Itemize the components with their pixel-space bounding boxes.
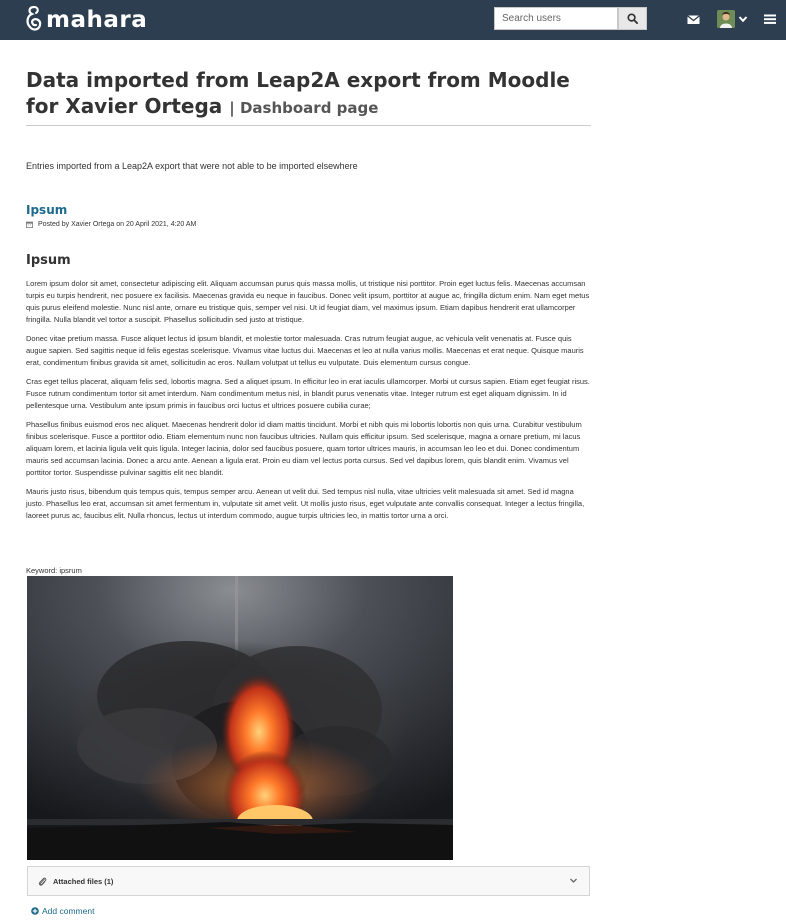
post-paragraph: Lorem ipsum dolor sit amet, consectetur adipiscing elit. Aliquam accumsan purus quis massa mollis, ut tristique nisi porttitor. Proin eget luctus felis. Maecenas accumsan turpis eu turpis hendrerit, nec posuere ex facilisis. Maecenas gravida eu neque in faucibus. Donec velit ipsum, porttitor at augue ac, fringilla dictum enim. Nam eget metus quis purus eleifend molestie. Nunc nisl ante, ornare eu tristique quis, semper vel nisi. Ut id feugiat diam, vel maximus ipsum. Etiam dapibus hendrerit erat ullamcorper fringilla. Nulla blandit vel tortor a suscipit. Phasellus sollicitudin sed justo at tristique. — [26, 279, 590, 324]
chevron-down-icon — [569, 876, 578, 885]
attached-files-toggle[interactable] — [27, 866, 590, 896]
post-paragraph: Cras eget tellus placerat, aliquam felis sed, lobortis magna. Sed a aliquet ipsum. In efficitur leo in erat iaculis ullamcorper. Morbi ut cursus sapien. Etiam eget feugiat risus. Fusce rutrum condimentum tortor sit amet interdum. Nam condimentum metus nisl, in blandit purus venenatis vitae. Integer rutrum est eget aliquam dignissim. In id pellentesque urna. Vestibulum ante ipsum primis in faucibus orci luctus et ultrices posuere cubilia curae; — [26, 377, 590, 410]
user-avatar[interactable] — [717, 10, 735, 28]
hamburger-menu-icon[interactable] — [764, 13, 776, 25]
search-users-input[interactable] — [494, 7, 618, 30]
attached-files-label: Attached files (1) — [53, 876, 114, 886]
mahara-logo-icon — [25, 5, 43, 35]
add-comment-link[interactable] — [31, 906, 94, 916]
post-meta — [26, 221, 196, 228]
post-paragraph: Donec vitae pretium massa. Fusce aliquet lectus id ipsum blandit, et molestie tortor malesuada. Cras rutrum feugiat augue, ac vehicula velit venenatis at. Fusce quis augue sapien. Sed sagittis neque id felis egestas scelerisque. Vivamus vitae luctus dui. Maecenas et leo at nulla varius mollis. Maecenas et erat neque. Quisque mauris erat, condimentum finibus gravida sit amet, sollicitudin ac eros. Nullam volutpat ut tellus eu vulputate. Duis elementum cursus congue. — [26, 334, 584, 367]
top-navigation-bar — [0, 0, 786, 40]
page-subtitle: | Dashboard page — [229, 99, 379, 117]
posted-by-text: Posted by Xavier Ortega on 20 April 2021, 4:20 AM — [38, 221, 197, 228]
page-description: Entries imported from a Leap2A export that were not able to be imported elsewhere — [26, 161, 358, 171]
post-heading: Ipsum — [26, 253, 71, 268]
post-paragraph: Phasellus finibus euismod eros nec aliquet. Maecenas hendrerit dolor id diam mattis tincidunt. Morbi et nibh quis mi lobortis lobortis non quis urna. Curabitur vestibulum finibus scelerisque. Fusce a porttitor odio. Etiam elementum nunc non faucibus ultricies. Nullam quis efficitur ipsum. Sed scelerisque, magna a ornare pretium, mi lacus aliquam lorem, et lacinia ligula velit quis ligula. Integer lacinia, dolor sed faucibus posuere, quam tortor ultrices mauris, in accumsan leo leo et dui. Donec condimentum mauris sed accumsan lacinia. Donec a arcu ante. Aenean a ligula erat. Proin eu diam vel lectus porta cursus. Sed vel dapibus lorem, quis blandit enim. Vivamus vel porttitor tortor. Suspendisse pulvinar sagittis elit nec blandit. — [26, 420, 582, 477]
post-body — [26, 278, 592, 529]
add-comment-label: Add comment — [42, 906, 95, 916]
title-divider — [26, 125, 591, 126]
volcano-eruption-image — [27, 576, 453, 860]
chevron-down-icon[interactable] — [738, 14, 748, 24]
avatar-image — [717, 10, 735, 28]
search-button[interactable] — [618, 7, 647, 30]
envelope-icon[interactable] — [687, 13, 700, 26]
logo-text: mahara — [46, 7, 148, 33]
post-title-link[interactable]: Ipsum — [26, 203, 68, 217]
paperclip-icon — [38, 876, 47, 887]
page-title-text: Data imported from Leap2A export from Moodle for Xavier Ortega — [26, 68, 570, 118]
plus-circle-icon — [31, 907, 39, 915]
search-icon — [627, 13, 638, 24]
page-title — [26, 67, 596, 121]
mahara-logo[interactable] — [25, 4, 147, 36]
post-image — [27, 576, 453, 860]
calendar-icon — [26, 221, 33, 228]
keyword-label: Keyword: ipsrum — [26, 566, 82, 575]
post-paragraph: Mauris justo risus, bibendum quis tempus quis, tempus semper arcu. Aenean ut velit dui. Sed tempus nisl nulla, vitae ultricies velit malesuada sit amet. Sed id magna justo. Phasellus leo erat, accumsan sit amet fermentum in, vulputate sit amet velit. Ut mollis justo risus, eget vulputate ante convallis consequat. Integer a lectus fringilla, laoreet purus ac, faucibus elit. Nulla rhoncus, lectus ut interdum commodo, augue turpis ultricies leo, in mattis tortor urna a orci. — [26, 487, 585, 520]
